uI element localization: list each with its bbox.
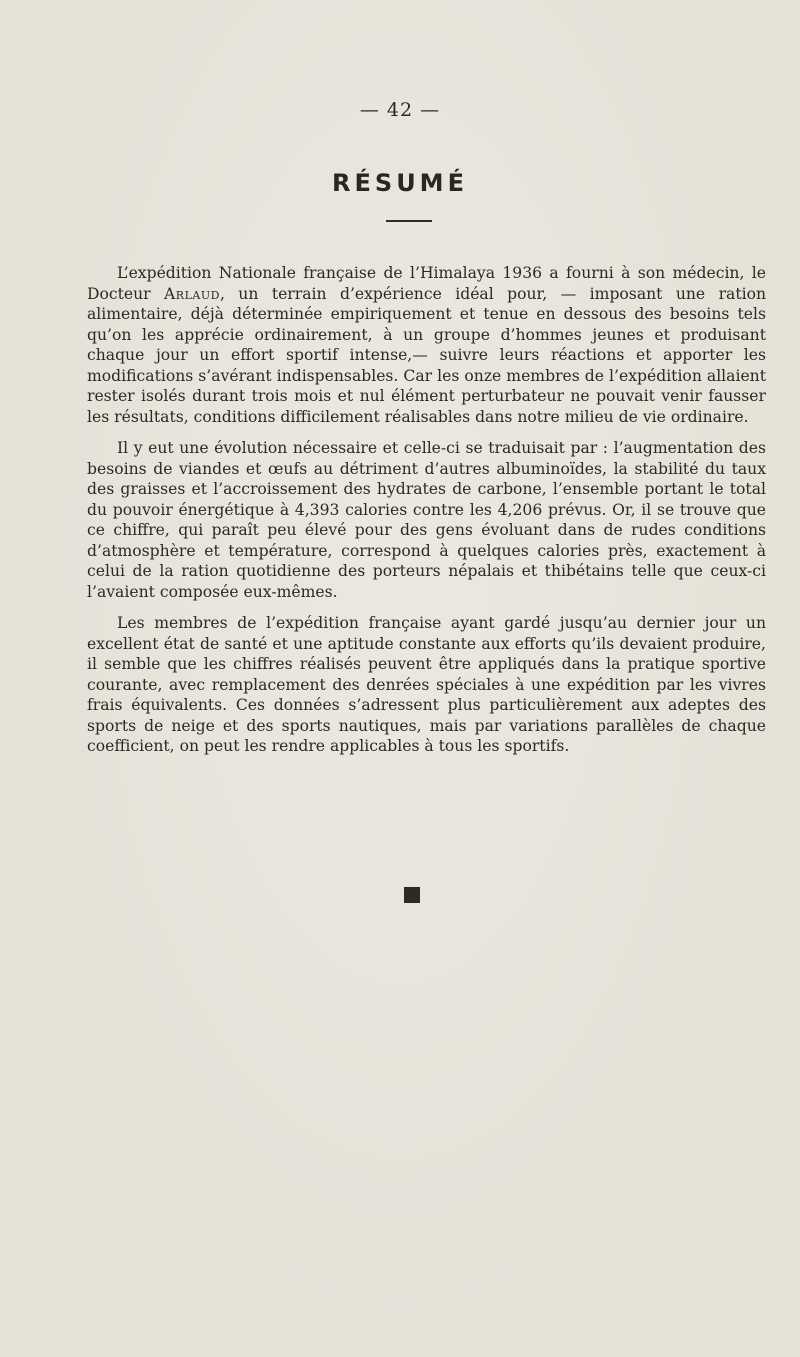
- page-title: RÉSUMÉ: [332, 169, 468, 197]
- paragraph-1-end: , un terrain d’expérience idéal pour, — imposant une ration alimentaire, déjà déterminée empiriquement et tenue en dessous des besoins tels qu’on les apprécie ordinairement, à un groupe d’hommes jeunes et produisant chaque jour un effort sportif intense,— suivre leurs réactions et apporter les modifications s’avérant indispensables. Car les onze membres de l’expédition allaient rester isolés durant trois mois et nul élément perturbateur ne pouvait venir fausser les résultats, conditions difficilement réalisables dans notre milieu de vie ordinaire.: [87, 284, 767, 426]
- paragraph-1-start: L’expédition Nationale française de l’Himalaya 1936 a fourni à son médecin, le Docteur: [87, 264, 766, 303]
- paragraph-2: Il y eut une évolution nécessaire et celle-ci se traduisait par : l’augmentation des besoins de viandes et œufs au détriment d’autres albuminoïdes, la stabilité du taux des graisses et l’accroissement des hydrates de carbone, l’ensemble portant le total du pouvoir énergétique à 4,393 calories contre les 4,206 prévus. Or, il se trouve que ce chiffre, qui paraît peu élevé pour des gens évoluant dans de rudes conditions d’atmosphère et température, correspond à quelques calories près, exactement à celui de la ration quotidienne des porteurs népalais et thibétains telle que ceux-ci l’avaient composée eux-mêmes.: [87, 439, 766, 601]
- doctor-name: Arlaud: [164, 284, 220, 303]
- body-text: [87, 263, 766, 768]
- paragraph-3: Les membres de l’expédition française ayant gardé jusqu’au dernier jour un excellent état de santé et une aptitude constante aux efforts qu’ils devaient produire, il semble que les chiffres réalisés peuvent être appliqués dans la pratique sportive courante, avec remplacement des denrées spéciales à une expédition par les vivres frais équivalents. Ces données s’adressent plus particulièrement aux adeptes des sports de neige et des sports nautiques, mais par variations parallèles de chaque coefficient, on peut les rendre applicables à tous les sportifs.: [87, 614, 766, 755]
- end-of-text-mark: [404, 887, 420, 903]
- page-number: — 42 —: [359, 99, 441, 121]
- title-divider: [386, 220, 432, 222]
- paragraph-1: [87, 263, 766, 427]
